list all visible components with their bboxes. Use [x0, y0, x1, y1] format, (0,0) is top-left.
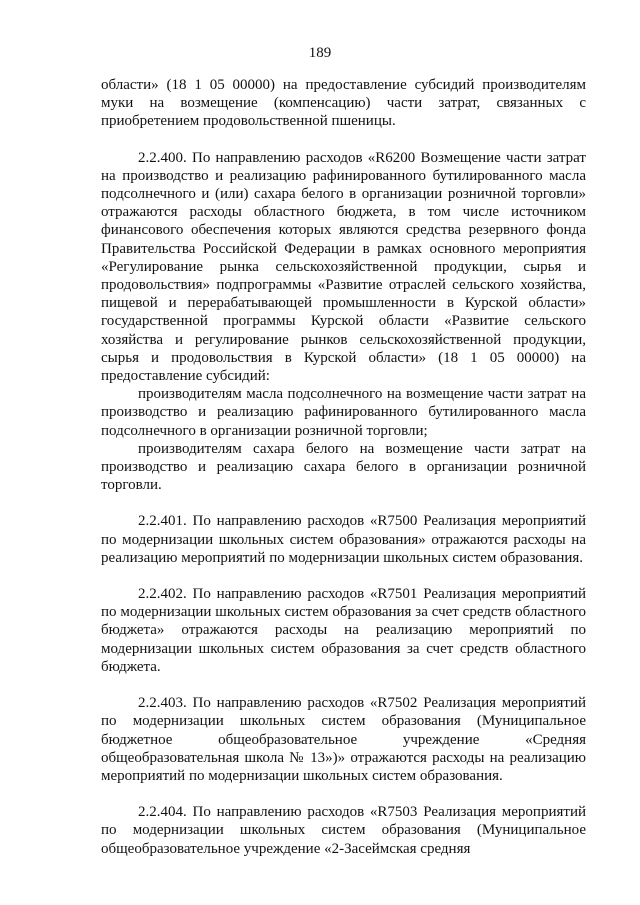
paragraph-continuation: области» (18 1 05 00000) на предоставление субсидий производителям муки на возмещение (компенсацию) части затрат, связанных с приобретением продовольственной пшеницы.: [101, 77, 586, 130]
paragraph-2-2-401: 2.2.401. По направлению расходов «R7500 Реализация мероприятий по модернизации школьных систем образования» отражаются расходы на реализацию мероприятий по модернизации школьных систем образования.: [101, 513, 586, 566]
page-number: 189: [308, 45, 332, 61]
document-body: [101, 76, 586, 858]
list-item-sugar-producers: производителям сахара белого на возмещение части затрат на производство и реализацию сахара белого в организации розничной торговли.: [101, 440, 586, 494]
paragraph-2-2-403: 2.2.403. По направлению расходов «R7502 Реализация мероприятий по модернизации школьных систем образования (Муниципальное бюджетное общеобразовательное учреждение «Средняя общеобразовательная школа № 13»)» отражаются расходы на реализацию мероприятий по модернизации школьных систем образования.: [101, 695, 586, 784]
paragraph-2-2-402: 2.2.402. По направлению расходов «R7501 Реализация мероприятий по модернизации школьных систем образования за счет средств областного бюджета» отражаются расходы на реализацию мероприятий по модернизации школьных систем образования за счет средств областного бюджета.: [101, 586, 586, 675]
list-item-oil-producers: производителям масла подсолнечного на возмещение части затрат на производство и реализацию рафинированного бутилированного масла подсолнечного в организации розничной торговли;: [101, 386, 586, 439]
paragraph-2-2-400: 2.2.400. По направлению расходов «R6200 Возмещение части затрат на производство и реализацию рафинированного бутилированного масла подсолнечного и (или) сахара белого в организации розничной торговли» отражаются расходы областного бюджета, в том числе источником финансового обеспечения которых являются средства резервного фонда Правительства Российской Федерации в рамках основного мероприятия «Регулирование рынка сельскохозяйственной продукции, сырья и продовольствия» подпрограммы «Развитие отраслей сельского хозяйства, пищевой и перерабатывающей промышленности в Курской области» государственной программы Курской области «Развитие сельского хозяйства и регулирование рынков сельскохозяйственной продукции, сырья и продовольствия в Курской области» (18 1 05 00000) на предоставление субсидий:: [101, 149, 586, 385]
paragraph-2-2-404: 2.2.404. По направлению расходов «R7503 Реализация мероприятий по модернизации школьных систем образования (Муниципальное общеобразовательное учреждение «2-Засеймская средняя: [101, 804, 586, 857]
